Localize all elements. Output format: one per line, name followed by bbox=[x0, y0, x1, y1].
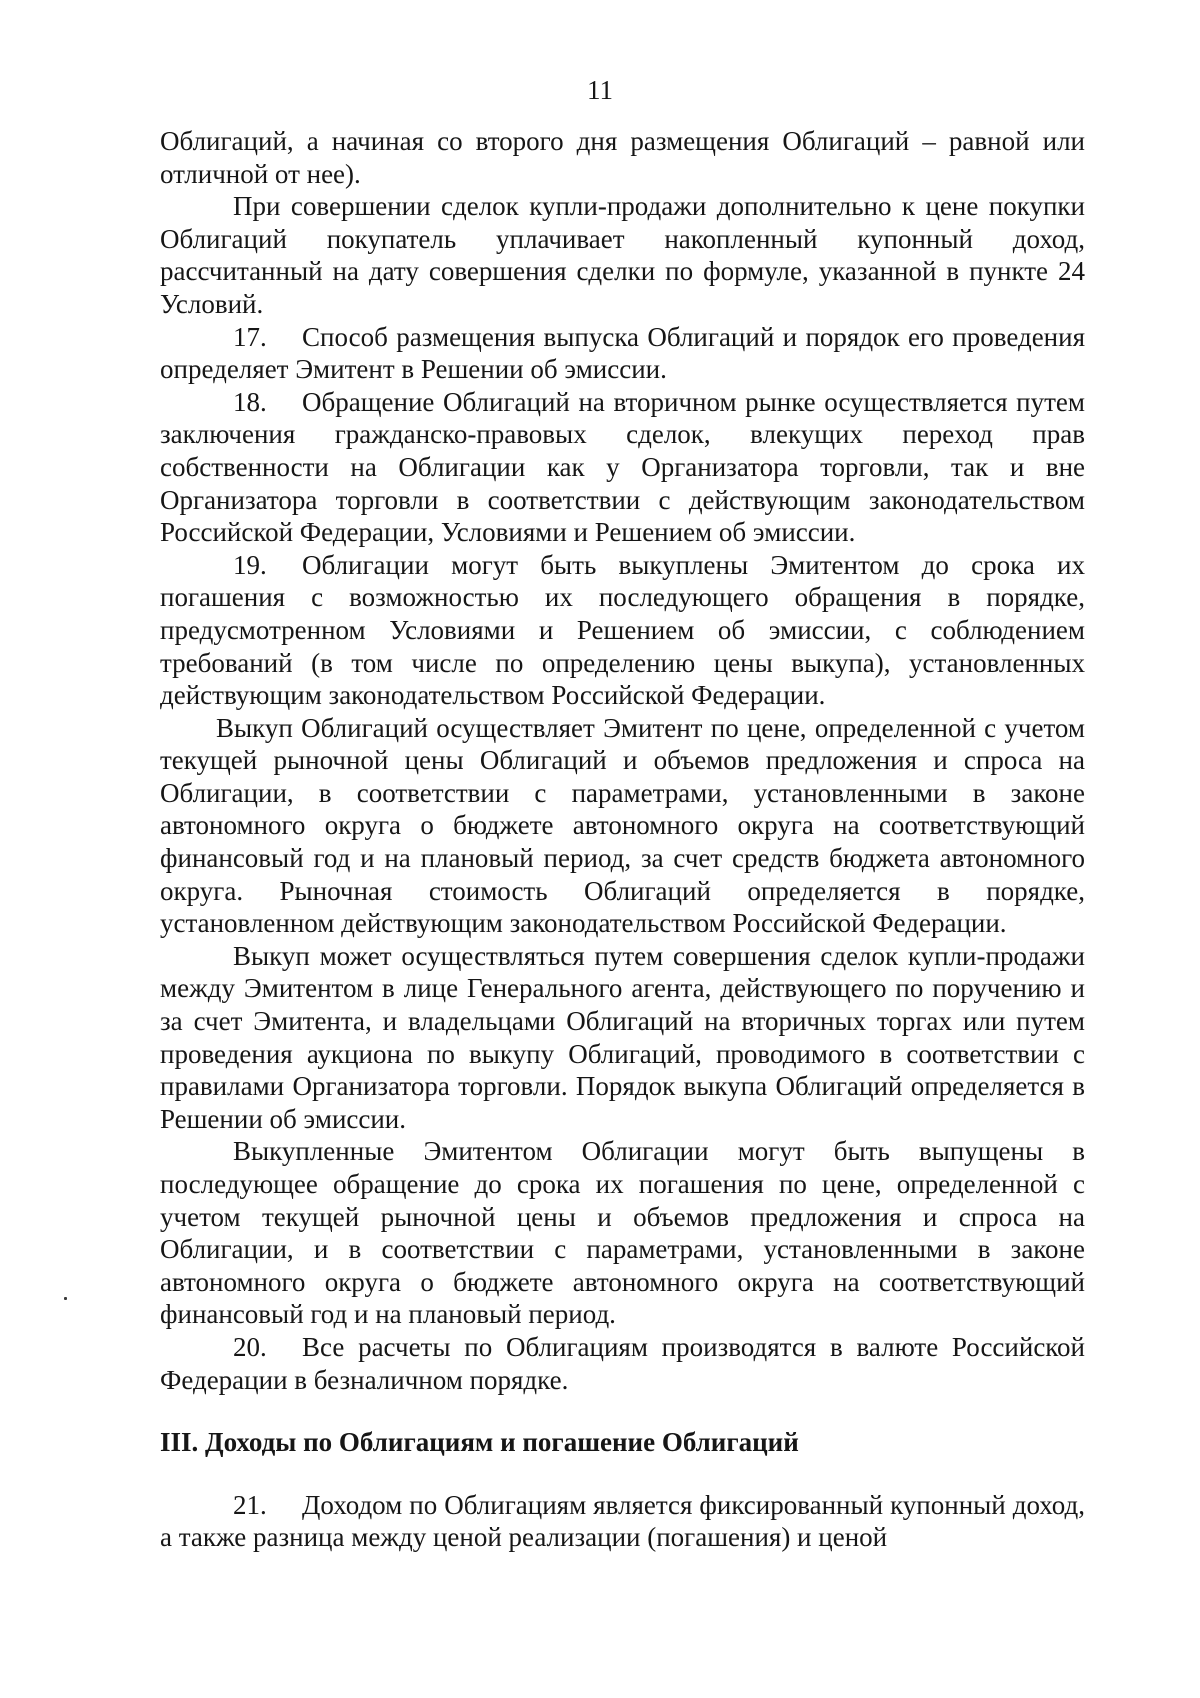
paragraph-reissue: Выкупленные Эмитентом Облигации могут быть выпущены в последующее обращение до срока их погашения по цене, определенной с учетом текущей рыночной цены и объемов предложения и спроса на Облигации, и в соответствии с параметрами, установленными в законе автономного округа о бюджете автономного округа на соответствующий финансовый год и на плановый период. bbox=[160, 1136, 1085, 1330]
paragraph-number: 18. bbox=[233, 386, 267, 417]
paragraph-buyback-price: Выкуп Облигаций осуществляет Эмитент по цене, определенной с учетом текущей рыночной цены Облигаций и объемов предложения и спроса на Облигации, в соответствии с параметрами, установленными в законе автономного округа о бюджете автономного округа на соответствующий финансовый год и на плановый период, за счет средств бюджета автономного округа. Рыночная стоимость Облигаций определяется в порядке, установленном действующим законодательством Российской Федерации. bbox=[160, 712, 1085, 939]
page-body bbox=[160, 125, 1085, 1554]
paragraph-number: 21. bbox=[233, 1489, 267, 1520]
section-heading: III. Доходы по Облигациям и погашение Облигаций bbox=[160, 1427, 799, 1458]
paragraph-20 bbox=[160, 1331, 1085, 1396]
page-number: 11 bbox=[587, 75, 613, 105]
paragraph-text: Доходом по Облигациям является фиксированный купонный доход, а также разница между ценой реализации (погашения) и ценой bbox=[160, 1489, 1085, 1553]
paragraph-21 bbox=[160, 1489, 1085, 1554]
spacer bbox=[160, 1459, 1085, 1489]
paragraph-17 bbox=[160, 321, 1085, 386]
paragraph-text: Способ размещения выпуска Облигаций и порядок его проведения определяет Эмитент в Решении об эмиссии. bbox=[160, 321, 1085, 385]
paragraph-text: Обращение Облигаций на вторичном рынке осуществляется путем заключения гражданско-правовых сделок, влекущих переход прав собственности на Облигации как у Организатора торговли, так и вне Организатора торговли в соответствии с действующим законодательством Российской Федерации, Условиями и Решением об эмиссии. bbox=[160, 386, 1085, 548]
paragraph-18 bbox=[160, 386, 1085, 549]
paragraph-number: 17. bbox=[233, 321, 267, 352]
paragraph-19 bbox=[160, 549, 1085, 712]
paragraph-continuation: Облигаций, а начиная со второго дня размещения Облигаций – равной или отличной от нее). bbox=[160, 126, 1085, 189]
paragraph-number: 20. bbox=[233, 1331, 267, 1362]
paragraph-buyback-method: Выкуп может осуществляться путем совершения сделок купли-продажи между Эмитентом в лице Генерального агента, действующего по поручению и за счет Эмитента, и владельцами Облигаций на вторичных торгах или путем проведения аукциона по выкупу Облигаций, проводимого в соответствии с правилами Организатора торговли. Порядок выкупа Облигаций определяется в Решении об эмиссии. bbox=[160, 940, 1085, 1134]
scan-speck bbox=[64, 1297, 67, 1300]
paragraph-number: 19. bbox=[233, 549, 267, 580]
spacer bbox=[160, 1396, 1085, 1426]
paragraph-text: Все расчеты по Облигациям производятся в валюте Российской Федерации в безналичном порядке. bbox=[160, 1331, 1085, 1395]
paragraph-text: Облигации могут быть выкуплены Эмитентом до срока их погашения с возможностью их последующего обращения в порядке, предусмотренном Условиями и Решением об эмиссии, с соблюдением требований (в том числе по определению цены выкупа), установленных действующим законодательством Российской Федерации. bbox=[160, 549, 1085, 711]
paragraph-accrued-coupon: При совершении сделок купли-продажи дополнительно к цене покупки Облигаций покупатель уплачивает накопленный купонный доход, рассчитанный на дату совершения сделки по формуле, указанной в пункте 24 Условий. bbox=[160, 191, 1085, 319]
